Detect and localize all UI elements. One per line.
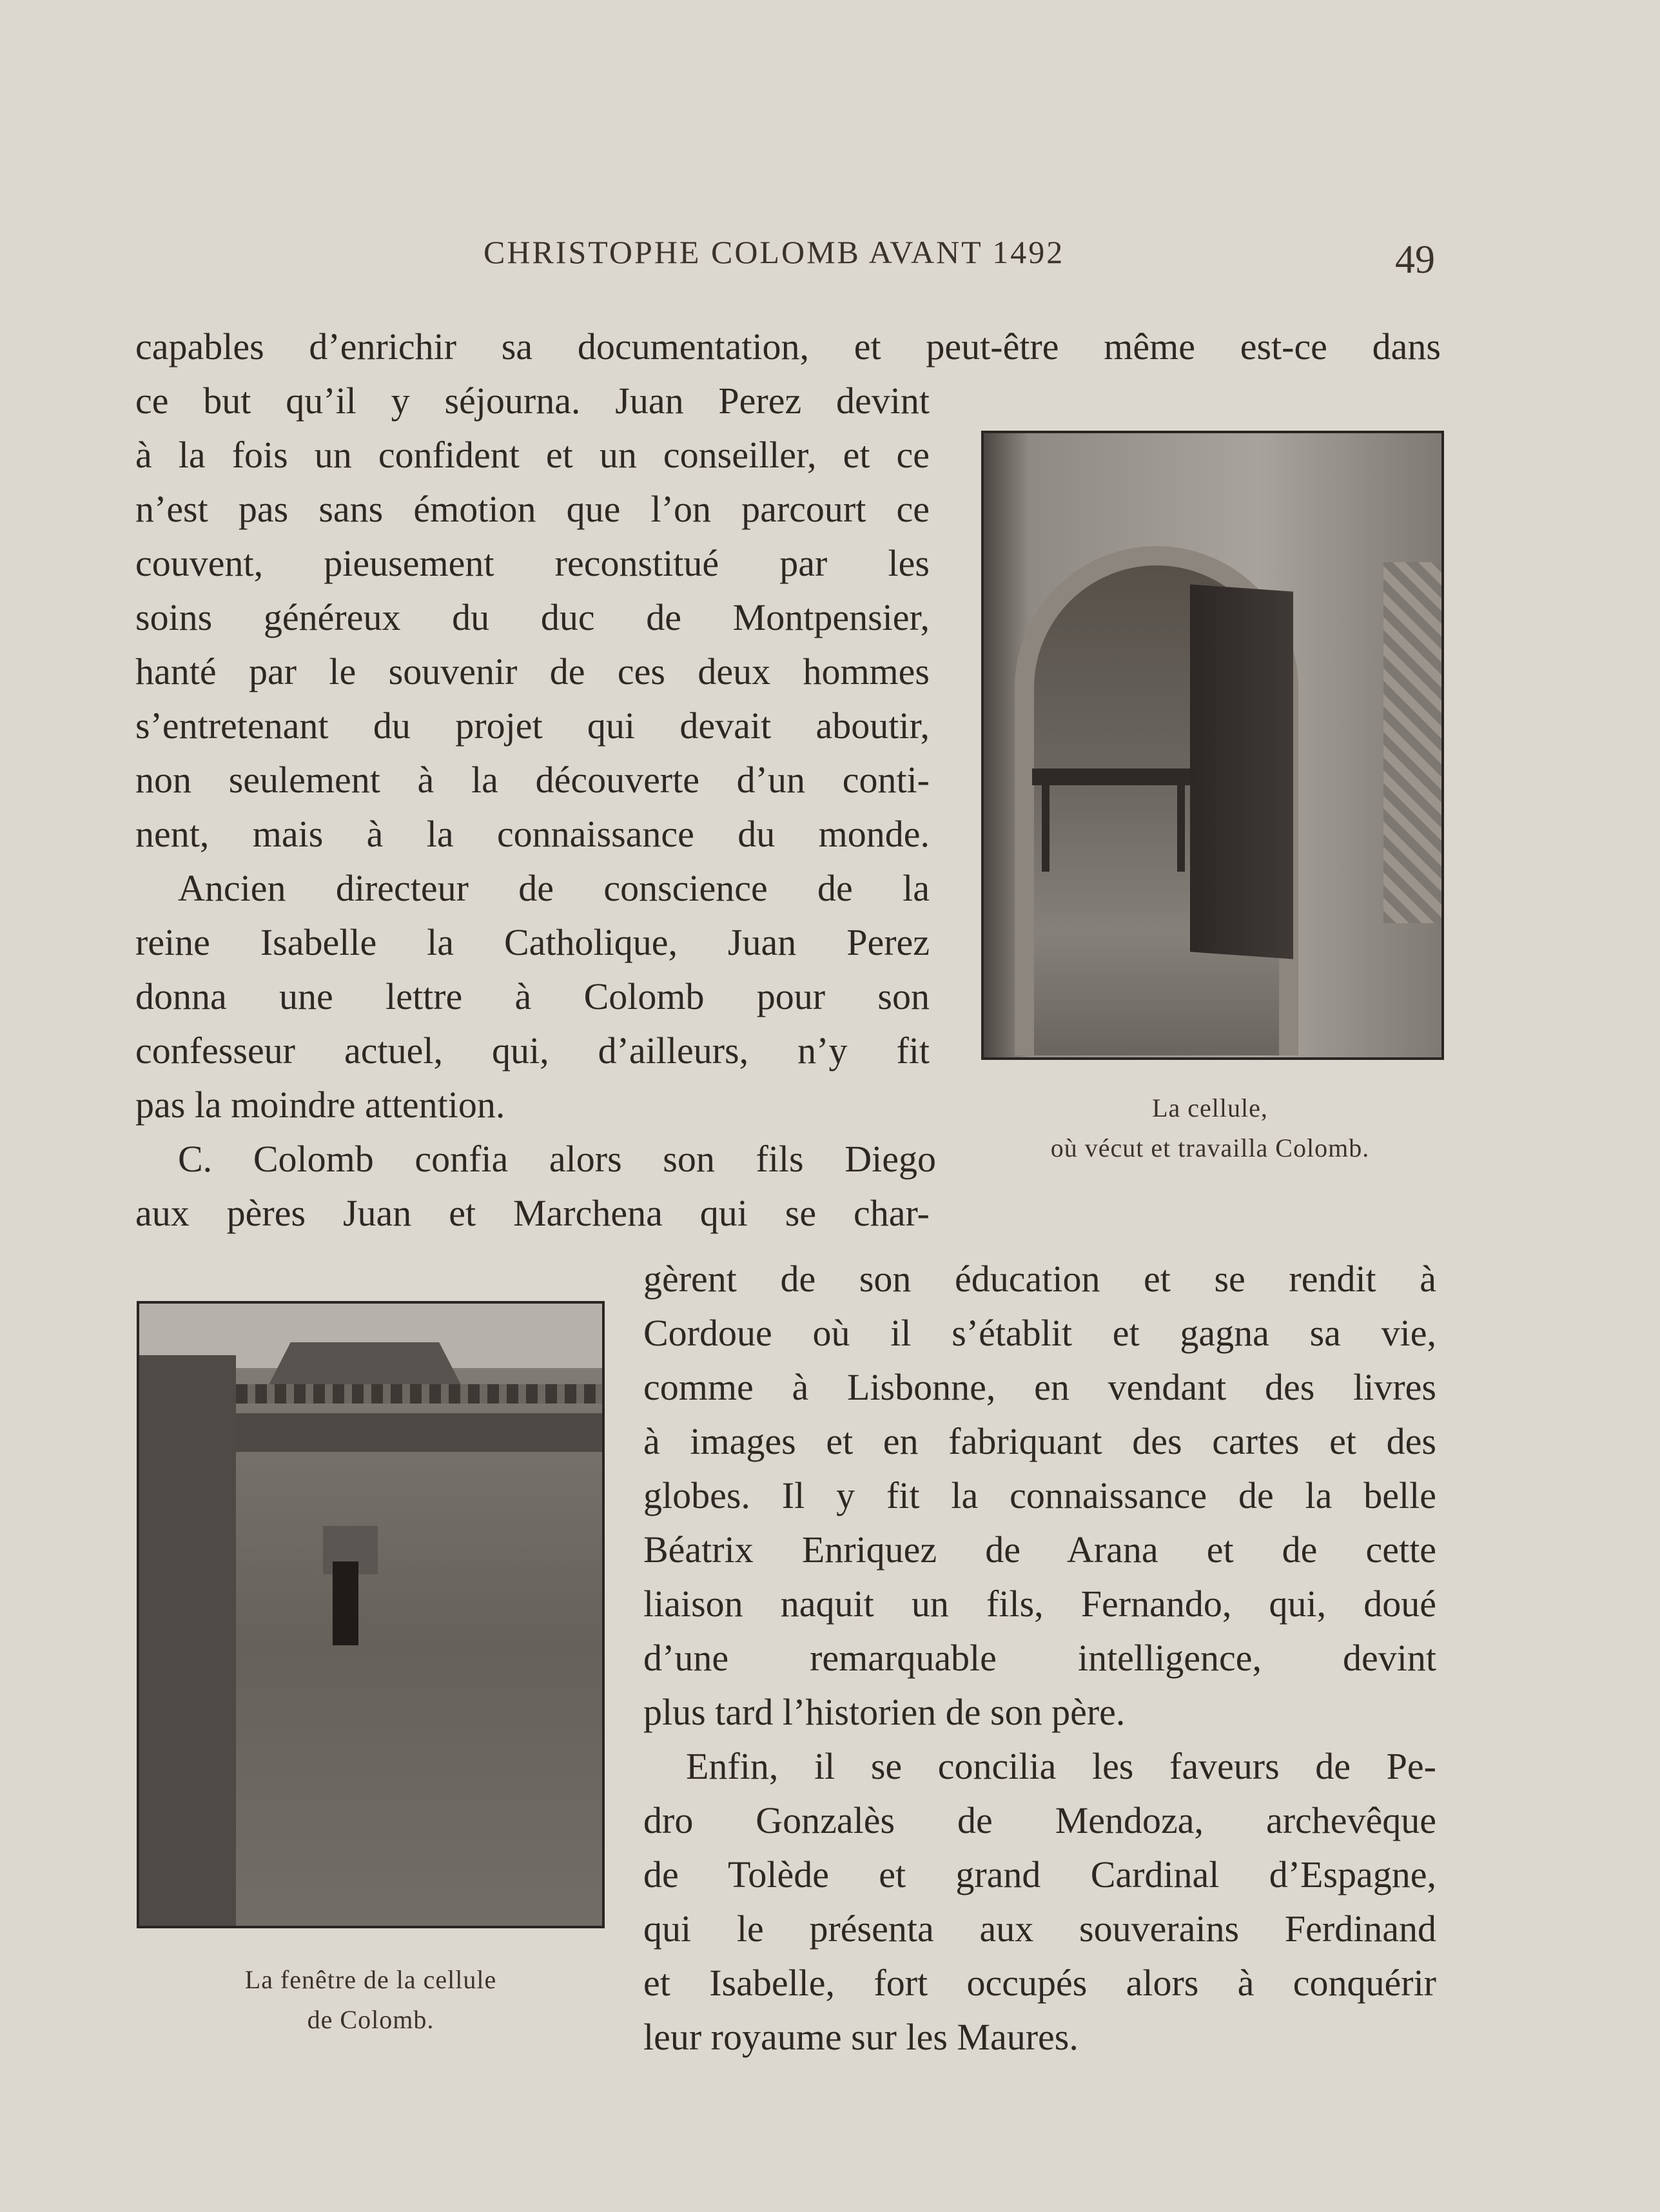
side-wall (139, 1355, 236, 1926)
table-leg (1177, 781, 1185, 872)
text-line: s’entretenant du projet qui devait aboutir, (135, 705, 930, 747)
cell-caption (981, 1088, 1439, 1168)
text-line: soins généreux du duc de Montpensier, (135, 596, 930, 638)
text-line: couvent, pieusement reconstitué par les (135, 542, 930, 584)
cornice (229, 1413, 603, 1452)
text-line: d’une remarquable intelligence, devint (643, 1637, 1436, 1679)
text-line: Cordoue où il s’établit et gagna sa vie, (643, 1312, 1436, 1354)
cell-photo (981, 431, 1444, 1060)
table-leg (1042, 781, 1050, 872)
text-line: pas la moindre attention. (135, 1084, 505, 1126)
text-line: globes. Il y fit la connaissance de la belle (643, 1474, 1436, 1516)
text-line: donna une lettre à Colomb pour son (135, 975, 930, 1017)
text-line: comme à Lisbonne, en vendant des livres (643, 1366, 1436, 1408)
text-line: aux pères Juan et Marchena qui se char- (135, 1192, 930, 1234)
text-line: qui le présenta aux souverains Ferdinand (643, 1908, 1436, 1950)
page-number: 49 (1395, 238, 1435, 282)
text-line: Béatrix Enriquez de Arana et de cette (643, 1529, 1436, 1571)
text-line: ce but qu’il y séjourna. Juan Perez devint (135, 380, 930, 422)
tiled-wall (1383, 562, 1441, 923)
caption-line: où vécut et travailla Colomb. (1050, 1133, 1370, 1162)
text-line: leur royaume sur les Maures. (643, 2016, 1079, 2058)
open-door (1190, 584, 1293, 959)
text-line: à la fois un confident et un conseiller, et ce (135, 434, 930, 476)
caption-line: La fenêtre de la cellule (244, 1965, 497, 1994)
text-line: n’est pas sans émotion que l’on parcourt ce (135, 488, 930, 530)
text-line: nent, mais à la connaissance du monde. (135, 813, 930, 855)
caption-line: La cellule, (1152, 1093, 1268, 1122)
text-line: C. Colomb confia alors son fils Diego (178, 1138, 936, 1180)
text-line: non seulement à la découverte d’un conti- (135, 759, 930, 801)
text-line: confesseur actuel, qui, d’ailleurs, n’y fit (135, 1030, 930, 1072)
text-line: plus tard l’historien de son père. (643, 1691, 1126, 1733)
cell-window (333, 1561, 358, 1645)
text-line: et Isabelle, fort occupés alors à conquérir (643, 1962, 1436, 2004)
text-line: de Tolède et grand Cardinal d’Espagne, (643, 1854, 1436, 1895)
text-line: Enfin, il se concilia les faveurs de Pe- (686, 1745, 1436, 1787)
caption-line: de Colomb. (307, 2005, 435, 2034)
running-title: CHRISTOPHE COLOMB AVANT 1492 (483, 234, 1065, 270)
text-line: Ancien directeur de conscience de la (178, 867, 930, 909)
text-line: liaison naquit un fils, Fernando, qui, doué (643, 1583, 1436, 1625)
text-line: à images et en fabriquant des cartes et des (643, 1420, 1436, 1462)
window-photo (137, 1301, 605, 1928)
text-line: capables d’enrichir sa documentation, et peut-être même est-ce dans (135, 326, 1441, 367)
text-line: gèrent de son éducation et se rendit à (643, 1258, 1436, 1300)
text-line: reine Isabelle la Catholique, Juan Perez (135, 921, 930, 963)
window-caption (137, 1960, 605, 2040)
text-line: hanté par le souvenir de ces deux hommes (135, 651, 930, 692)
text-line: dro Gonzalès de Mendoza, archevêque (643, 1799, 1436, 1841)
